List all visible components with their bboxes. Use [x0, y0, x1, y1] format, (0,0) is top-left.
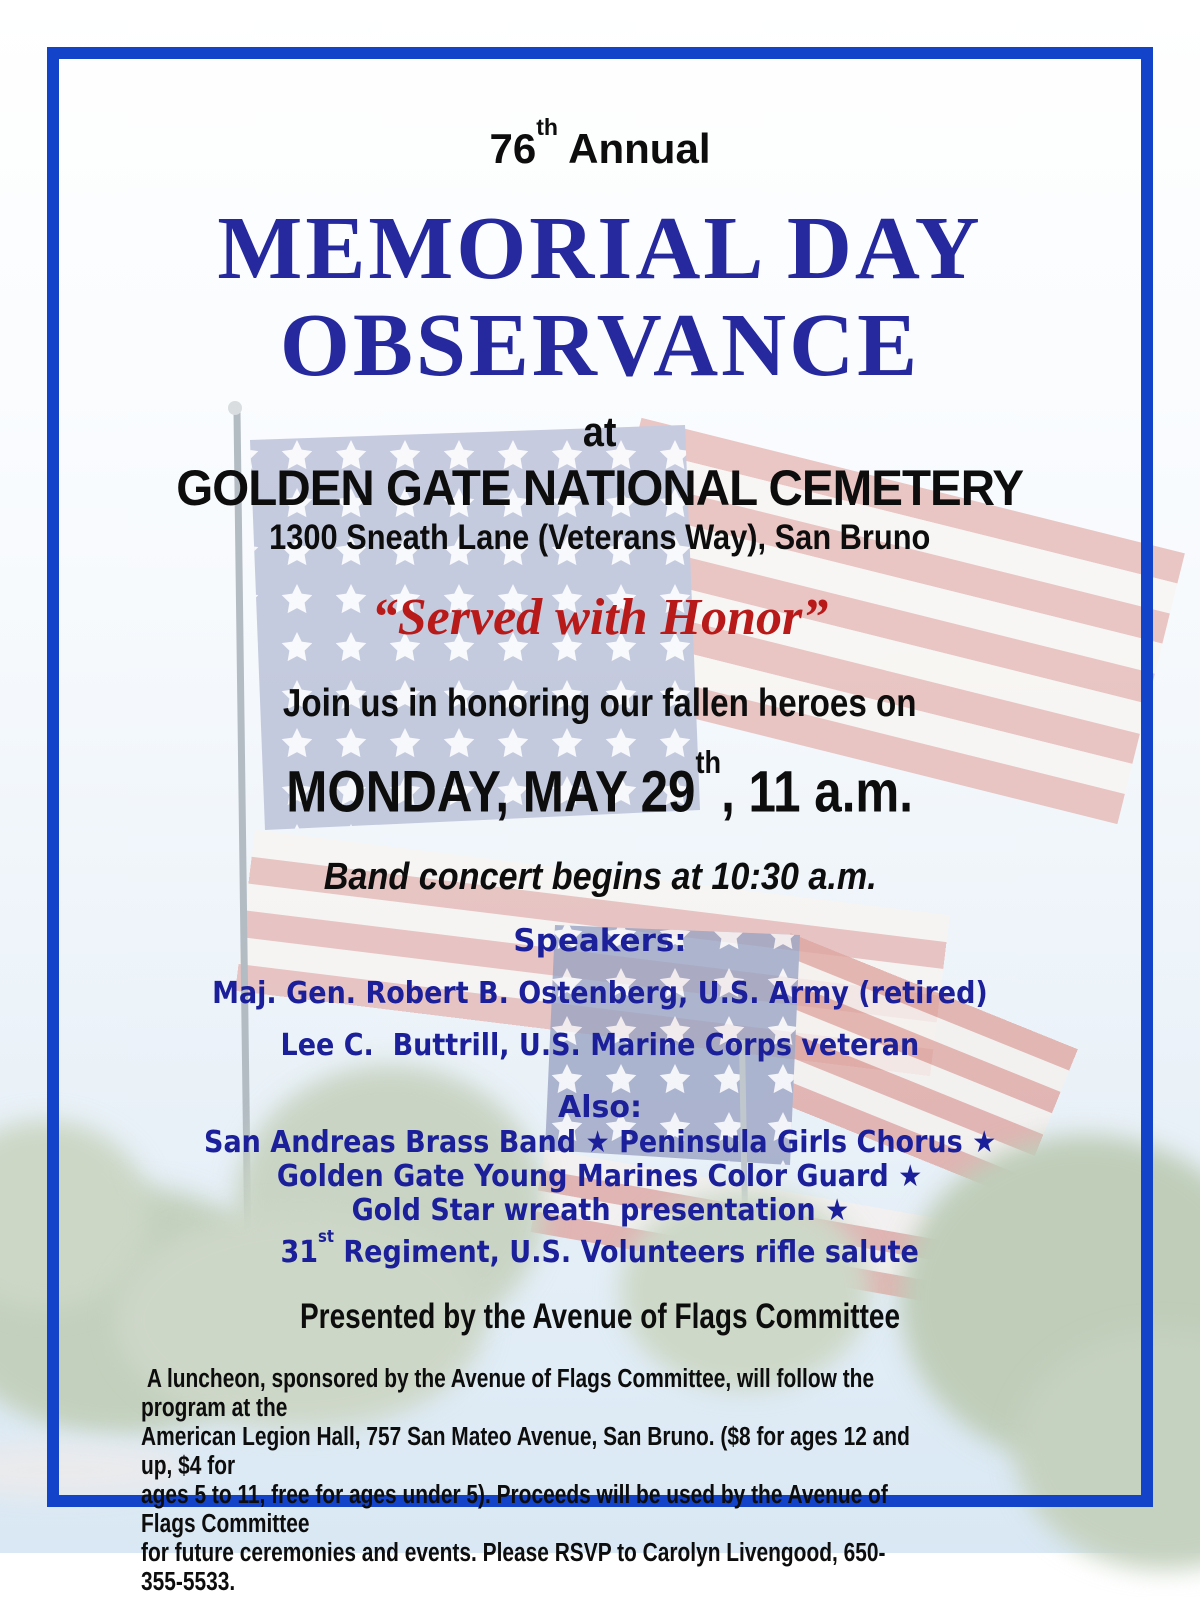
regiment-ordinal: st [318, 1227, 335, 1247]
also-item: Golden Gate Young Marines Color Guard ★ [277, 1159, 923, 1195]
date-line [59, 744, 1141, 825]
title-line1: MEMORIAL DAY [217, 199, 983, 298]
band-concert-note: Band concert begins at 10:30 a.m. [323, 856, 877, 899]
presented-by-line: Presented by the Avenue of Flags Committee [299, 1297, 901, 1337]
regiment-number: 31 [280, 1235, 319, 1271]
also-item: Gold Star wreath presentation ★ [351, 1193, 849, 1229]
title-line2: OBSERVANCE [279, 296, 921, 395]
speakers-heading: Speakers: [513, 923, 687, 960]
edition-number: 76 [489, 125, 537, 172]
speaker-name: Maj. Gen. Robert B. Ostenberg, U.S. Army (retired) [212, 976, 988, 1012]
also-item-regiment [59, 1228, 1141, 1271]
edition-ordinal: th [536, 114, 559, 141]
edition-label: Annual [558, 125, 711, 172]
luncheon-note-line: for future ceremonies and events. Please RSVP to Carolyn Livengood, 650-355-5533. [141, 1539, 886, 1597]
date-prefix: MONDAY, MAY 29 [286, 759, 696, 825]
venue-address: 1300 Sneath Lane (Veterans Way), San Bruno [269, 518, 931, 557]
luncheon-note-line: ages 5 to 11, free for ages under 5). Proceeds will be used by the Avenue of Flags Committee [141, 1481, 894, 1539]
speaker-name: Lee C. Buttrill, U.S. Marine Corps veteran [280, 1028, 920, 1064]
regiment-suffix: Regiment, U.S. Volunteers rifle salute [334, 1235, 920, 1271]
also-item: San Andreas Brass Band ★ Peninsula Girls Chorus ★ [203, 1125, 997, 1161]
luncheon-note-line: American Legion Hall, 757 San Mateo Avenue, San Bruno. ($8 for ages 12 and up, $4 for [141, 1423, 916, 1481]
luncheon-note-line: A luncheon, sponsored by the Avenue of Flags Committee, will follow the program at the [141, 1365, 880, 1423]
also-heading: Also: [558, 1090, 642, 1126]
page-title [59, 200, 1141, 394]
venue-name: GOLDEN GATE NATIONAL CEMETERY [176, 460, 1024, 516]
date-suffix: , 11 a.m. [721, 759, 914, 825]
invitation-line: Join us in honoring our fallen heroes on [283, 682, 917, 725]
luncheon-note [59, 1365, 1141, 1597]
motto-quote: “Served with Honor” [371, 589, 829, 646]
edition-line [59, 115, 1141, 174]
at-label: at [583, 408, 617, 455]
flyer-content [59, 59, 1141, 1597]
date-ordinal: th [695, 744, 722, 781]
